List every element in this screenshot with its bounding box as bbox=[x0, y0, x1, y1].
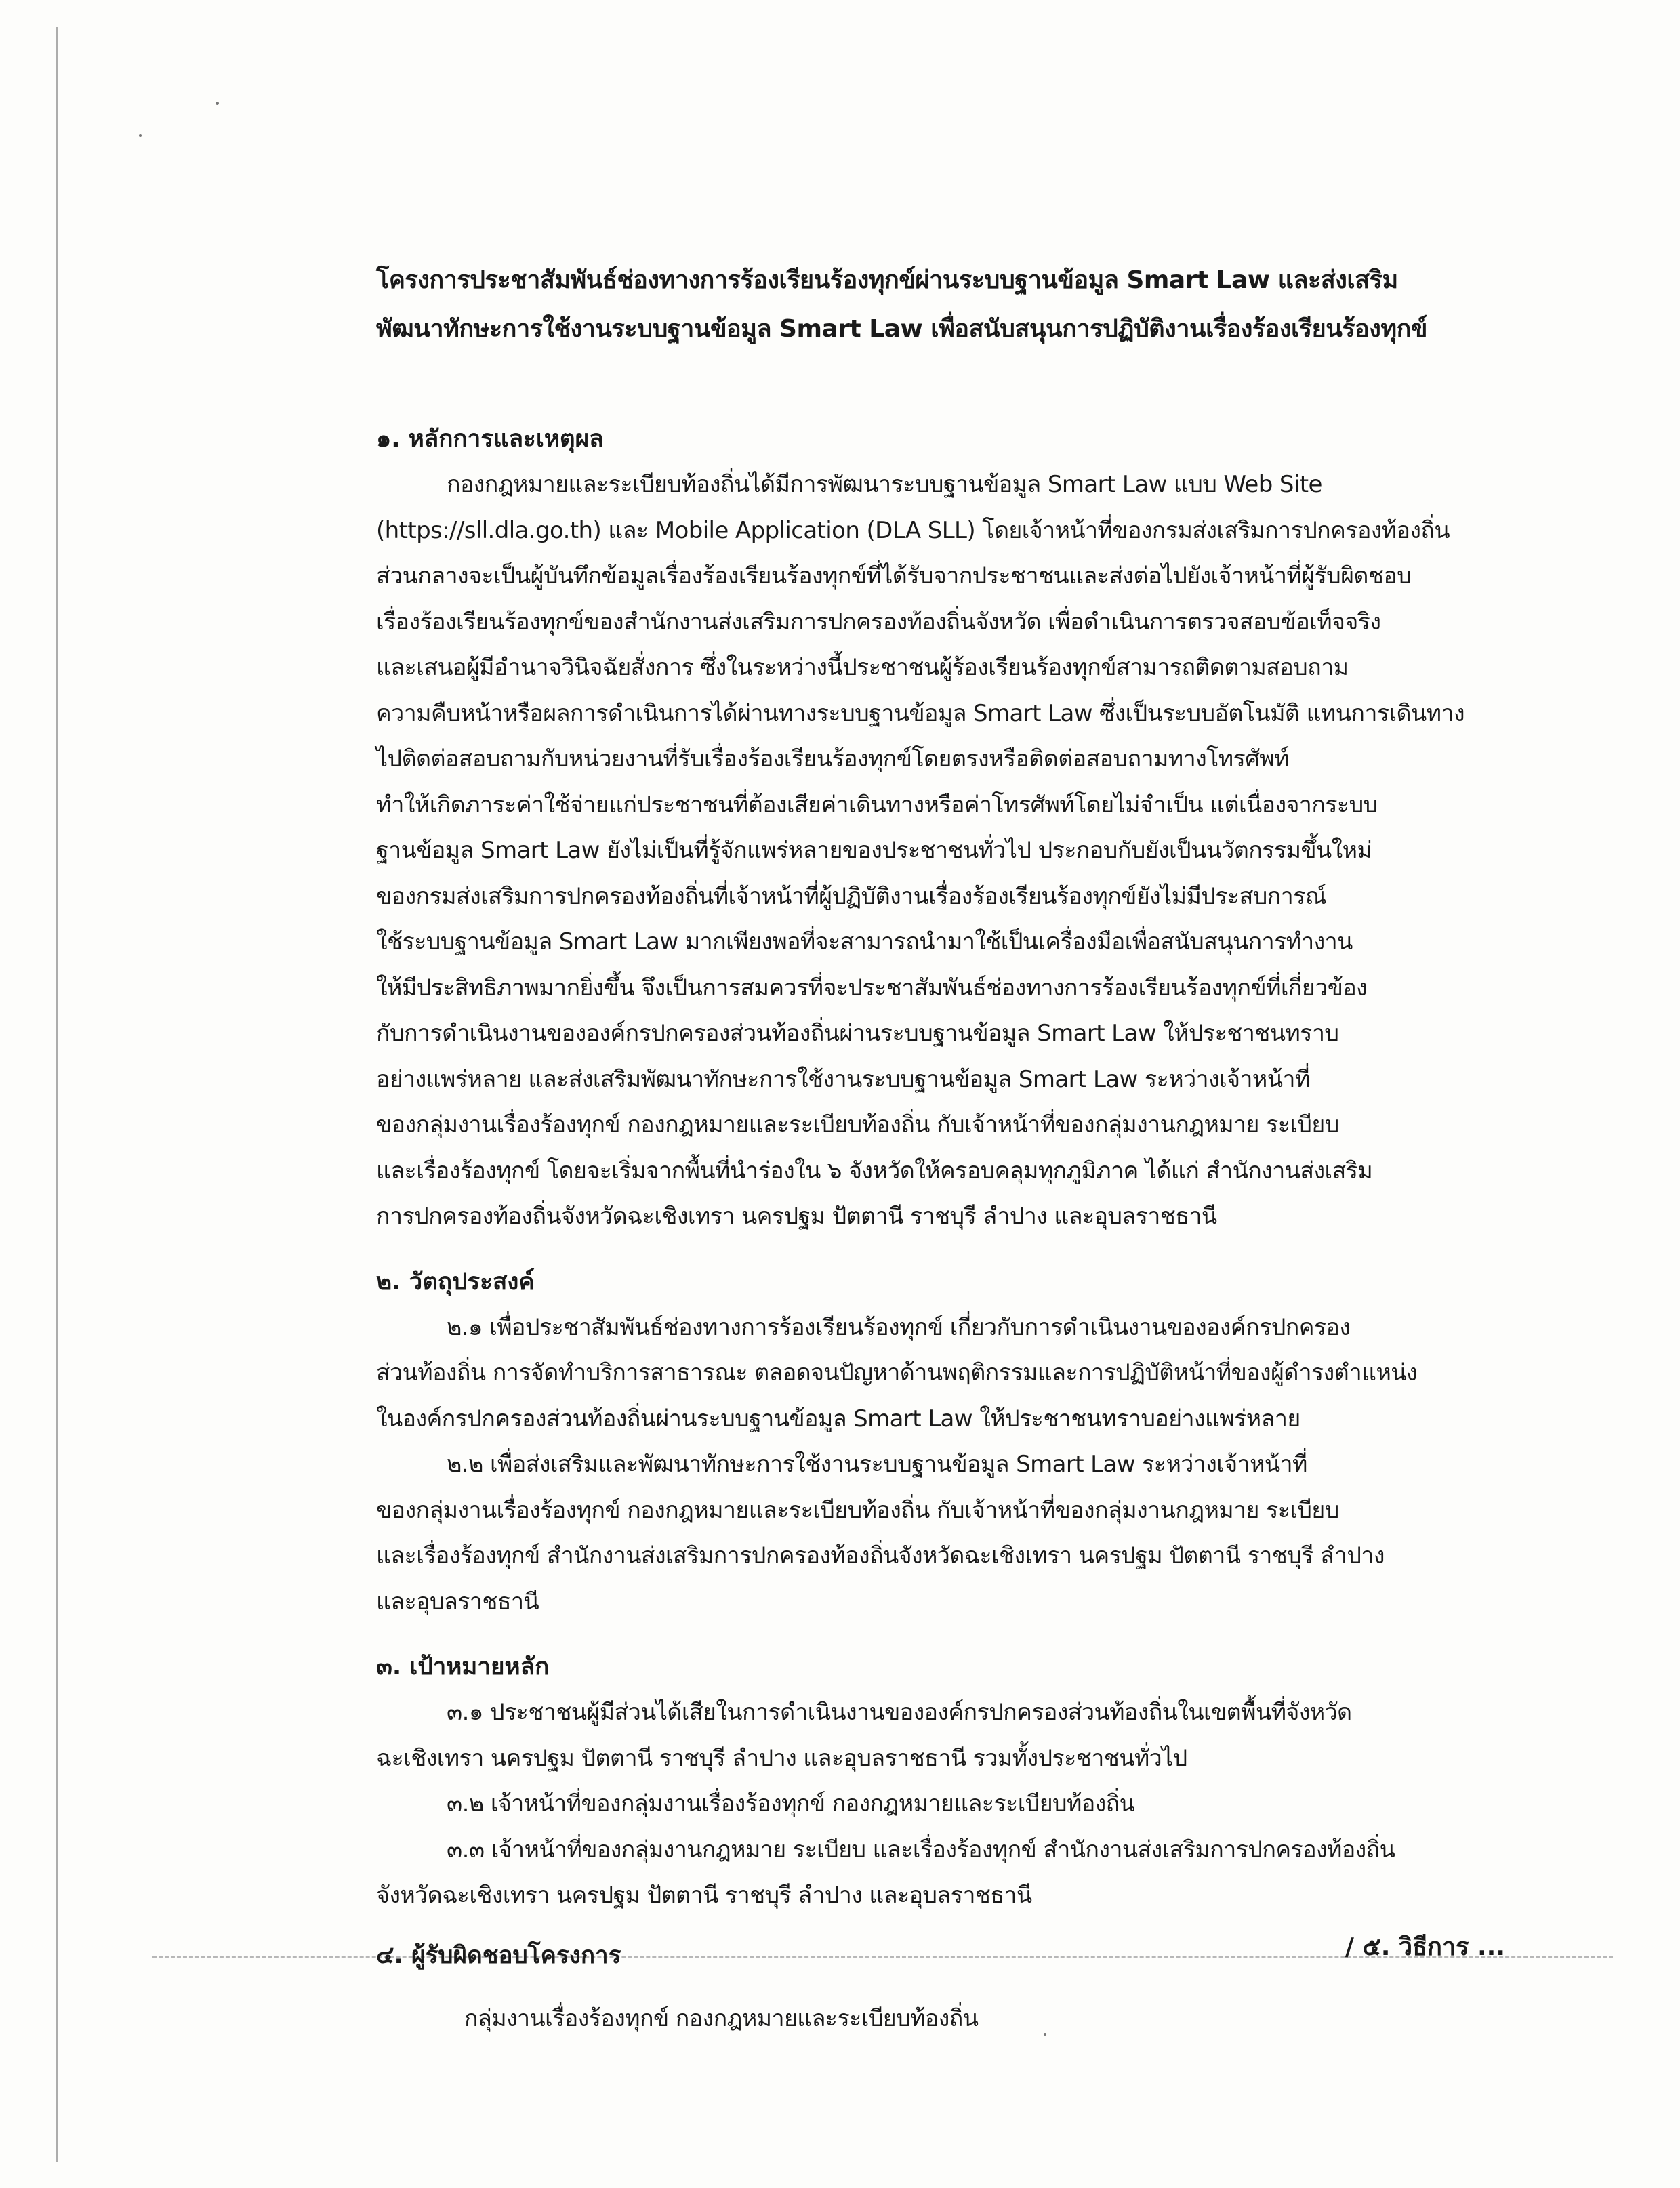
document-body bbox=[376, 256, 1504, 2042]
scan-edge-shadow bbox=[56, 27, 58, 2162]
target-line: ๓.๑ ประชาชนผู้มีส่วนได้เสียในการดำเนินงานขององค์กรปกครองส่วนท้องถิ่นในเขตพื้นที่จังหวัด bbox=[447, 1699, 1352, 1726]
paragraph-line: ของกรมส่งเสริมการปกครองท้องถิ่นที่เจ้าหน้าที่ผู้ปฏิบัติงานเรื่องร้องเรียนร้องทุกข์ยังไม่มีประสบการณ์ bbox=[376, 882, 1326, 910]
objective-line: ๒.๒ เพื่อส่งเสริมและพัฒนาทักษะการใช้งานระบบฐานข้อมูล Smart Law ระหว่างเจ้าหน้าที่ bbox=[447, 1451, 1307, 1478]
paragraph-line: กองกฎหมายและระเบียบท้องถิ่นได้มีการพัฒนาระบบฐานข้อมูล Smart Law แบบ Web Site bbox=[447, 471, 1322, 498]
scan-speck bbox=[139, 134, 142, 137]
paragraph-line: (https://sll.dla.go.th) และ Mobile Application (DLA SLL) โดยเจ้าหน้าที่ของกรมส่งเสริมการปกครองท้องถิ่น bbox=[376, 516, 1450, 544]
paragraph-line: ฐานข้อมูล Smart Law ยังไม่เป็นที่รู้จักแพร่หลายของประชาชนทั่วไป ประกอบกับยังเป็นนวัตกรรมขึ้นใหม่ bbox=[376, 837, 1372, 864]
paragraph-line: ของกลุ่มงานเรื่องร้องทุกข์ กองกฎหมายและระเบียบท้องถิ่น กับเจ้าหน้าที่ของกลุ่มงานกฎหมาย ระเบียบ bbox=[376, 1111, 1339, 1138]
title-line: พัฒนาทักษะการใช้งานระบบฐานข้อมูล Smart Law เพื่อสนับสนุนการปฏิบัติงานเรื่องร้องเรียนร้องทุกข์ bbox=[376, 315, 1427, 343]
objective-line: ๒.๑ เพื่อประชาสัมพันธ์ช่องทางการร้องเรียนร้องทุกข์ เกี่ยวกับการดำเนินงานขององค์กรปกครอง bbox=[447, 1313, 1351, 1341]
title-line: โครงการประชาสัมพันธ์ช่องทางการร้องเรียนร้องทุกข์ผ่านระบบฐานข้อมูล Smart Law และส่งเสริม bbox=[376, 266, 1398, 294]
target-line: จังหวัดฉะเชิงเทรา นครปฐม ปัตตานี ราชบุรี ลำปาง และอุบลราชธานี bbox=[376, 1882, 1032, 1909]
objective-line: และเรื่องร้องทุกข์ สำนักงานส่งเสริมการปกครองท้องถิ่นจังหวัดฉะเชิงเทรา นครปฐม ปัตตานี ราชบุรี ลำปาง bbox=[376, 1542, 1385, 1569]
paragraph-line: การปกครองท้องถิ่นจังหวัดฉะเชิงเทรา นครปฐม ปัตตานี ราชบุรี ลำปาง และอุบลราชธานี bbox=[376, 1203, 1217, 1230]
paragraph-line: ให้มีประสิทธิภาพมากยิ่งขึ้น จึงเป็นการสมควรที่จะประชาสัมพันธ์ช่องทางการร้องเรียนร้องทุกข์ที่เกี่ยวข้อง bbox=[376, 974, 1368, 1002]
section-heading: ๓. เป้าหมายหลัก bbox=[376, 1653, 550, 1680]
scan-speck bbox=[216, 102, 219, 105]
paragraph-line: ไปติดต่อสอบถามกับหน่วยงานที่รับเรื่องร้องเรียนร้องทุกข์โดยตรงหรือติดต่อสอบถามทางโทรศัพท์ bbox=[376, 745, 1289, 772]
objective-line: และอุบลราชธานี bbox=[376, 1588, 539, 1615]
section-heading: ๔. ผู้รับผิดชอบโครงการ bbox=[376, 1941, 621, 1969]
paragraph-line: และเรื่องร้องทุกข์ โดยจะเริ่มจากพื้นที่นำร่องใน ๖ จังหวัดให้ครอบคลุมทุกภูมิภาค ได้แก่ สำนักงานส่งเสริม bbox=[376, 1157, 1373, 1184]
target-line: ฉะเชิงเทรา นครปฐม ปัตตานี ราชบุรี ลำปาง และอุบลราชธานี รวมทั้งประชาชนทั่วไป bbox=[376, 1744, 1187, 1772]
target-line: ๓.๒ เจ้าหน้าที่ของกลุ่มงานเรื่องร้องทุกข์ กองกฎหมายและระเบียบท้องถิ่น bbox=[447, 1790, 1135, 1817]
paragraph-line: ความคืบหน้าหรือผลการดำเนินการได้ผ่านทางระบบฐานข้อมูล Smart Law ซึ่งเป็นระบบอัตโนมัติ แทนการเดินทาง bbox=[376, 699, 1464, 727]
document-title bbox=[376, 256, 1504, 354]
objective-line: ส่วนท้องถิ่น การจัดทำบริการสาธารณะ ตลอดจนปัญหาด้านพฤติกรรมและการปฏิบัติหน้าที่ของผู้ดำรงตำแหน่ง bbox=[376, 1359, 1417, 1386]
paragraph-line: เรื่องร้องเรียนร้องทุกข์ของสำนักงานส่งเสริมการปกครองท้องถิ่นจังหวัด เพื่อดำเนินการตรวจสอบข้อเท็จจริง bbox=[376, 608, 1381, 636]
section-heading: ๑. หลักการและเหตุผล bbox=[376, 426, 604, 453]
section-rationale bbox=[376, 416, 1504, 1240]
continuation-marker: / ๕. วิธีการ ... bbox=[1345, 1933, 1505, 1961]
section-objectives bbox=[376, 1259, 1504, 1626]
paragraph-line: อย่างแพร่หลาย และส่งเสริมพัฒนาทักษะการใช้งานระบบฐานข้อมูล Smart Law ระหว่างเจ้าหน้าที่ bbox=[376, 1065, 1310, 1093]
responsible-heading-row bbox=[376, 1933, 1504, 1987]
target-line: ๓.๓ เจ้าหน้าที่ของกลุ่มงานกฎหมาย ระเบียบ และเรื่องร้องทุกข์ สำนักงานส่งเสริมการปกครองท้องถิ่น bbox=[447, 1836, 1395, 1863]
objective-line: ในองค์กรปกครองส่วนท้องถิ่นผ่านระบบฐานข้อมูล Smart Law ให้ประชาชนทราบอย่างแพร่หลาย bbox=[376, 1405, 1300, 1432]
paragraph-line: ทำให้เกิดภาระค่าใช้จ่ายแก่ประชาชนที่ต้องเสียค่าเดินทางหรือค่าโทรศัพท์โดยไม่จำเป็น แต่เนื่องจากระบบ bbox=[376, 791, 1378, 819]
paragraph-line: กับการดำเนินงานขององค์กรปกครองส่วนท้องถิ่นผ่านระบบฐานข้อมูล Smart Law ให้ประชาชนทราบ bbox=[376, 1020, 1339, 1047]
section-responsible bbox=[376, 1933, 1504, 2042]
paragraph-line: ใช้ระบบฐานข้อมูล Smart Law มากเพียงพอที่จะสามารถนำมาใช้เป็นเครื่องมือเพื่อสนับสนุนการทำงาน bbox=[376, 928, 1353, 955]
responsible-line: กลุ่มงานเรื่องร้องทุกข์ กองกฎหมายและระเบียบท้องถิ่น bbox=[464, 2004, 979, 2032]
paragraph-line: และเสนอผู้มีอำนาจวินิจฉัยสั่งการ ซึ่งในระหว่างนี้ประชาชนผู้ร้องเรียนร้องทุกข์สามารถติดตามสอบถาม bbox=[376, 654, 1349, 681]
objective-line: ของกลุ่มงานเรื่องร้องทุกข์ กองกฎหมายและระเบียบท้องถิ่น กับเจ้าหน้าที่ของกลุ่มงานกฎหมาย ระเบียบ bbox=[376, 1496, 1339, 1524]
section-heading: ๒. วัตถุประสงค์ bbox=[376, 1268, 535, 1296]
paragraph-line: ส่วนกลางจะเป็นผู้บันทึกข้อมูลเรื่องร้องเรียนร้องทุกข์ที่ได้รับจากประชาชนและส่งต่อไปยังเจ้าหน้าที่ผู้รับผิดชอบ bbox=[376, 562, 1412, 590]
section-targets bbox=[376, 1644, 1504, 1919]
